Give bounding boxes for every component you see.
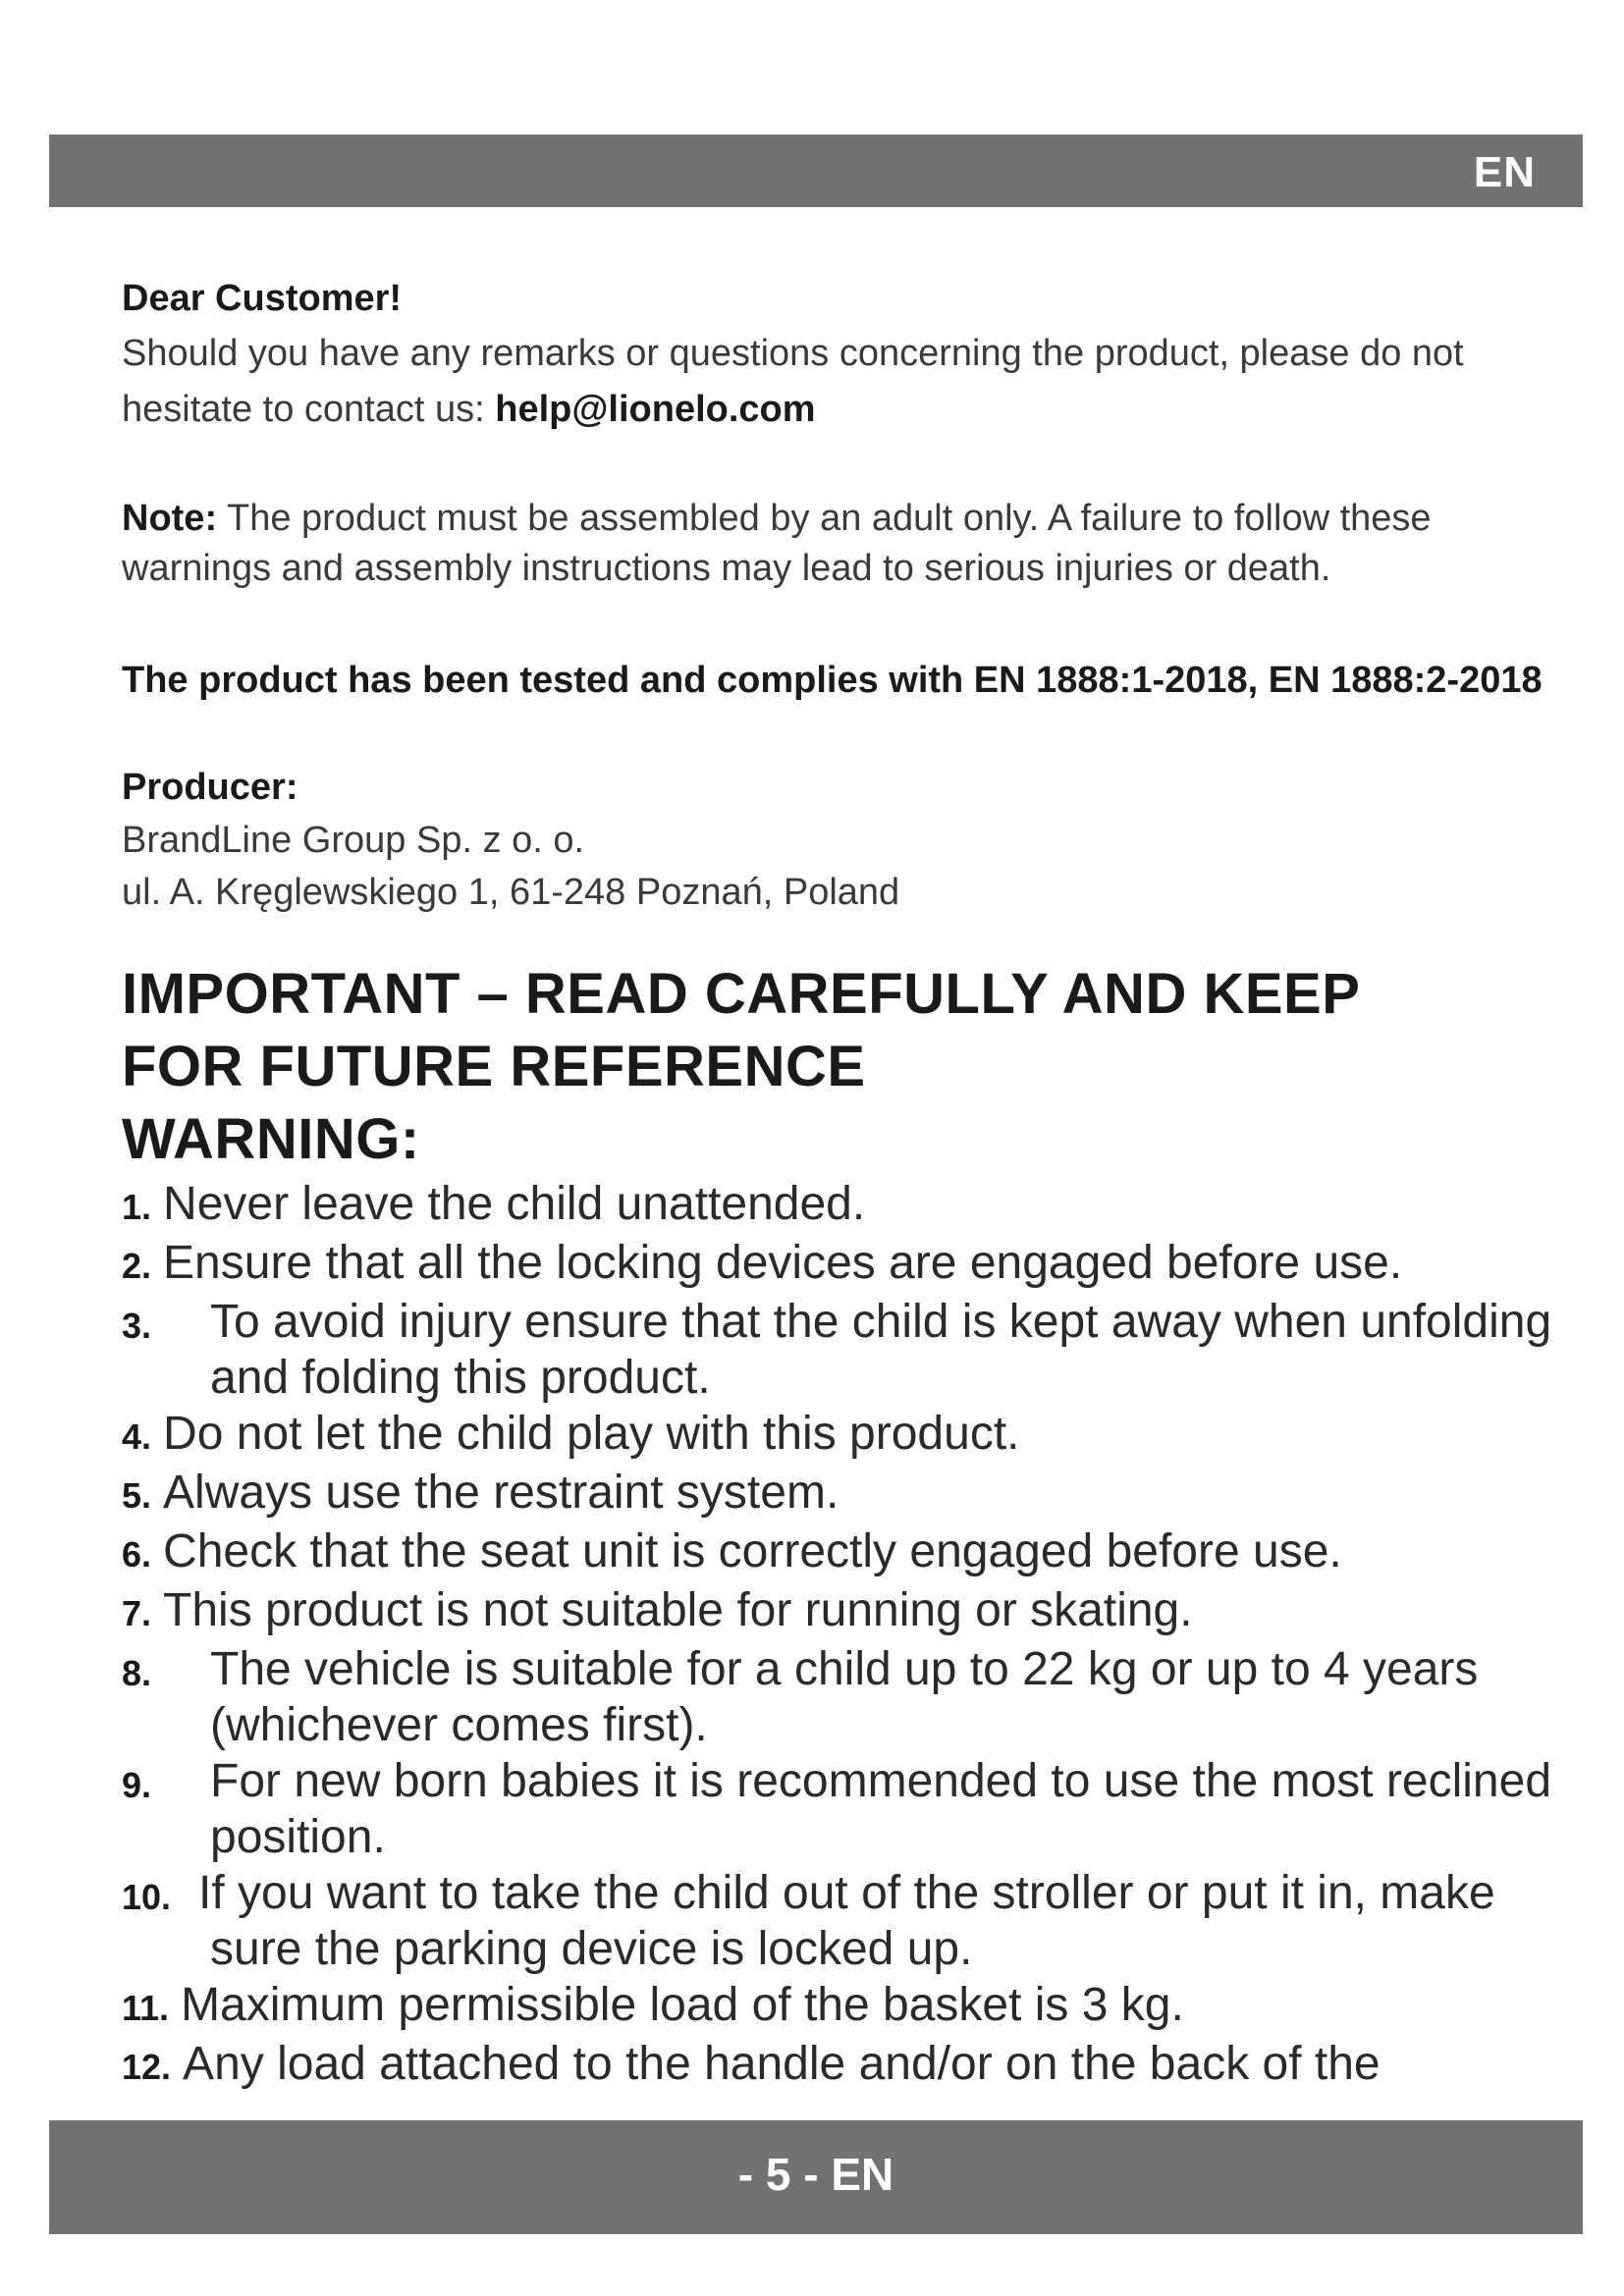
contact-email[interactable]: help@lionelo.com (495, 389, 816, 430)
warning-text: This product is not suitable for running or skating. (163, 1584, 1193, 1636)
warning-list (122, 1176, 1555, 2095)
producer-label: Producer: (122, 767, 298, 808)
greeting: Dear Customer! (122, 278, 403, 319)
warning-item (122, 1406, 1555, 1465)
warning-text: To avoid injury ensure that the child is kept away when unfolding and folding this product. (210, 1296, 1552, 1404)
warning-text: Do not let the child play with this product. (163, 1408, 1020, 1460)
header-bar (49, 134, 1583, 207)
warning-number: 2. (122, 1246, 152, 1286)
producer-address: ul. A. Kręglewskiego 1, 61-248 Poznań, Poland (122, 872, 900, 913)
warning-item (122, 1977, 1555, 2036)
warning-text: Any load attached to the handle and/or on the back of the (183, 2038, 1380, 2090)
warning-text: If you want to take the child out of the stroller or put it in, make sure the parking device is locked up. (198, 1867, 1495, 1975)
warning-item (122, 2036, 1555, 2095)
warning-text: Ensure that all the locking devices are engaged before use. (163, 1237, 1403, 1289)
warning-item (122, 1523, 1555, 1582)
warning-number: 8. (122, 1653, 152, 1693)
important-line-2: FOR FUTURE REFERENCE (122, 1035, 866, 1098)
producer-company: BrandLine Group Sp. z o. o. (122, 820, 585, 861)
warning-item (122, 1465, 1555, 1523)
warning-number: 12. (122, 2047, 172, 2087)
footer-bar (49, 2120, 1583, 2234)
compliance-statement: The product has been tested and complies with EN 1888:1-2018, EN 1888:2-2018 (122, 660, 1543, 701)
warning-text: Check that the seat unit is correctly engaged before use. (163, 1525, 1342, 1577)
contact-paragraph (122, 326, 1555, 438)
warning-item (122, 1582, 1555, 1641)
warning-item (122, 1641, 1555, 1753)
warning-text: The vehicle is suitable for a child up to 22 kg or up to 4 years (whichever comes first). (210, 1643, 1479, 1751)
note-text: The product must be assembled by an adult only. A failure to follow these warnings and assembly instructions may lead to serious injuries or death. (122, 498, 1432, 589)
warning-item (122, 1865, 1555, 1977)
warning-item (122, 1235, 1555, 1294)
warning-text: Always use the restraint system. (163, 1467, 839, 1519)
important-line-1: IMPORTANT – READ CAREFULLY AND KEEP (122, 962, 1361, 1026)
warning-text: Maximum permissible load of the basket is 3 kg. (181, 1979, 1184, 2031)
warning-number: 9. (122, 1765, 152, 1805)
important-heading (122, 958, 1555, 1176)
warning-number: 6. (122, 1534, 152, 1575)
warning-item (122, 1753, 1555, 1865)
warning-number: 10. (122, 1877, 172, 1917)
warning-text: Never leave the child unattended. (163, 1178, 866, 1230)
note-label: Note: (122, 498, 218, 539)
warning-item (122, 1294, 1555, 1406)
warning-title: WARNING: (122, 1107, 420, 1171)
warning-number: 4. (122, 1416, 152, 1457)
warning-text: For new born babies it is recommended to use the most reclined position. (210, 1755, 1552, 1863)
note-paragraph (122, 494, 1555, 594)
warning-number: 1. (122, 1187, 152, 1227)
warning-number: 7. (122, 1593, 152, 1633)
warning-number: 3. (122, 1306, 152, 1346)
page-content (122, 271, 1555, 2095)
warning-number: 11. (122, 1988, 170, 2028)
language-label: EN (1473, 148, 1536, 196)
contact-text: Should you have any remarks or questions concerning the product, please do not hesitate to contact us: (122, 333, 1464, 430)
warning-number: 5. (122, 1475, 152, 1516)
warning-item (122, 1176, 1555, 1235)
page-number: - 5 - EN (737, 2149, 894, 2200)
